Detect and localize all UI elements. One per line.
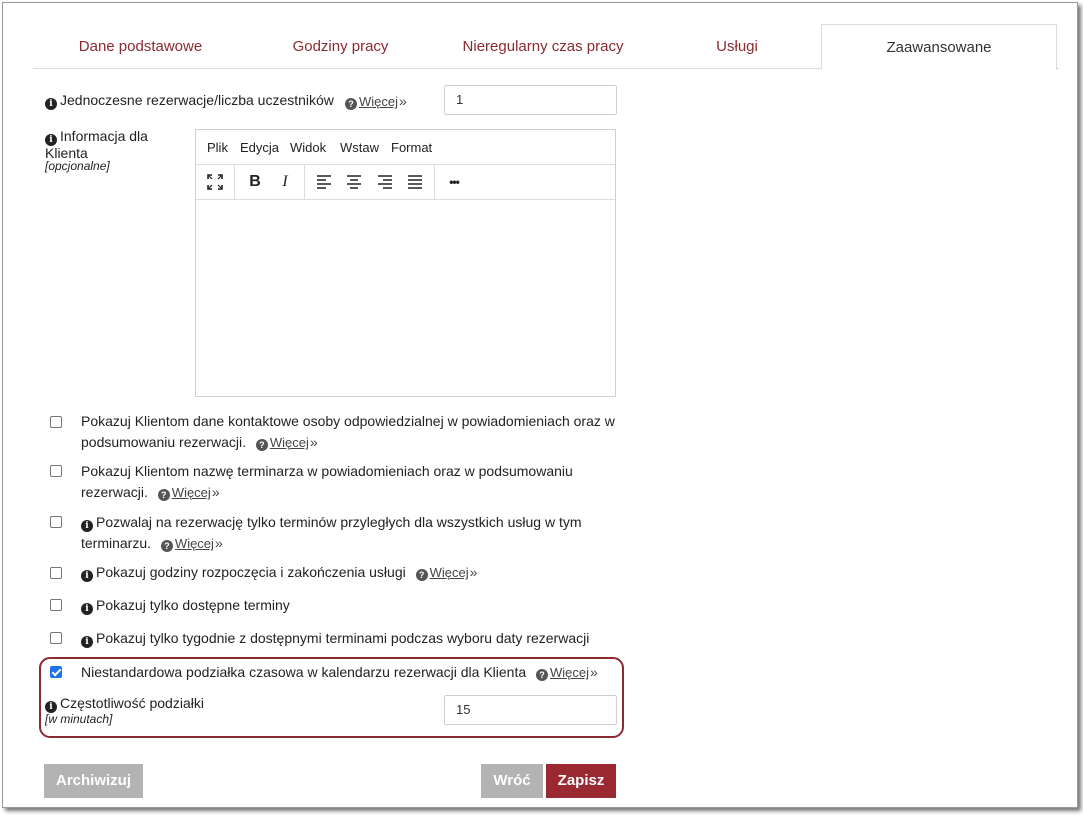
menu-view[interactable]: Widok (290, 140, 327, 155)
tab-bar (33, 24, 1059, 69)
double-chevron-right-icon: » (211, 484, 220, 500)
client-info-label: Informacja dla Klienta (45, 128, 148, 161)
menu-file[interactable]: Plik (207, 140, 228, 155)
help-icon: ? (256, 439, 268, 451)
more-link-show-start-end[interactable]: ? Więcej» (416, 565, 478, 580)
tab-services[interactable]: Usługi (716, 38, 758, 55)
more-link-adjacent-only[interactable]: ? Więcej» (161, 536, 223, 551)
align-right-icon[interactable] (370, 165, 400, 199)
more-icon[interactable]: ••• (449, 175, 459, 189)
editor-toolbar (196, 165, 615, 200)
option-available-only: i Pokazuj tylko dostępne terminy (81, 595, 621, 616)
double-chevron-right-icon: » (399, 93, 407, 109)
info-icon: i (45, 134, 57, 146)
option-adjacent-only: i Pozwalaj na rezerwację tylko terminów przyległych dla wszystkich usług w tym terminarzu. ? Więcej» (81, 514, 582, 551)
bold-icon[interactable]: B (249, 173, 261, 190)
info-icon: i (45, 701, 57, 713)
checkbox-show-schedule-name[interactable] (50, 465, 62, 477)
help-icon: ? (416, 569, 428, 581)
editor-menubar (196, 130, 615, 165)
help-icon: ? (158, 489, 170, 501)
align-justify-icon[interactable] (400, 165, 430, 199)
frequency-input[interactable]: 15 (444, 695, 617, 725)
align-left-icon[interactable] (309, 165, 339, 199)
align-center-icon[interactable] (339, 165, 369, 199)
checkbox-show-contact[interactable] (50, 416, 62, 428)
toolbar-separator (304, 165, 305, 199)
toolbar-separator (234, 165, 235, 199)
double-chevron-right-icon: » (590, 664, 598, 680)
option-show-start-end: i Pokazuj godziny rozpoczęcia i zakończenia usługi ? Więcej» (81, 562, 621, 583)
italic-icon[interactable]: I (282, 173, 288, 190)
info-icon: i (45, 98, 57, 110)
info-icon: i (81, 520, 93, 532)
menu-format[interactable]: Format (391, 140, 433, 155)
info-icon: i (81, 603, 93, 615)
fullscreen-icon[interactable] (200, 165, 230, 199)
checkbox-weeks-available[interactable] (50, 632, 62, 644)
editor-content-area[interactable] (196, 200, 615, 398)
option-show-schedule-name: Pokazuj Klientom nazwę terminarza w powiadomieniach oraz w podsumowaniu rezerwacji. ? Więcej» (81, 463, 573, 500)
frequency-label-row (45, 696, 204, 725)
more-link-show-contact[interactable]: ? Więcej» (256, 435, 318, 450)
double-chevron-right-icon: » (214, 535, 223, 551)
save-button[interactable]: Zapisz (546, 764, 616, 798)
tab-basic-data[interactable]: Dane podstawowe (78, 38, 203, 55)
concurrent-label: Jednoczesne rezerwacje/liczba uczestników (60, 92, 334, 108)
checkbox-available-only[interactable] (50, 599, 62, 611)
client-info-sublabel: [opcjonalne] (45, 159, 110, 173)
archive-button[interactable]: Archiwizuj (44, 764, 143, 798)
checkbox-show-start-end[interactable] (50, 567, 62, 579)
tab-working-hours[interactable]: Godziny pracy (292, 38, 389, 55)
option-weeks-available: i Pokazuj tylko tygodnie z dostępnymi terminami podczas wyboru daty rezerwacji (81, 628, 621, 649)
tab-irregular-hours[interactable]: Nieregularny czas pracy (462, 38, 624, 55)
concurrent-input[interactable]: 1 (444, 85, 617, 115)
settings-panel (2, 2, 1078, 808)
double-chevron-right-icon: » (469, 564, 478, 580)
more-link-show-schedule-name[interactable]: ? Więcej» (158, 485, 220, 500)
info-icon: i (81, 570, 93, 582)
more-link-concurrent[interactable]: ? Więcej» (345, 93, 407, 110)
help-icon: ? (345, 98, 357, 110)
checkbox-custom-interval[interactable] (50, 666, 62, 678)
menu-edit[interactable]: Edycja (240, 140, 280, 155)
frequency-sublabel: [w minutach] (45, 712, 113, 726)
double-chevron-right-icon: » (309, 434, 318, 450)
help-icon: ? (161, 540, 173, 552)
option-custom-interval: Niestandardowa podziałka czasowa w kalendarzu rezerwacji dla Klienta ? Więcej» (81, 664, 598, 680)
rich-text-editor (195, 129, 616, 397)
tab-advanced[interactable]: Zaawansowane (821, 24, 1057, 70)
option-show-contact: Pokazuj Klientom dane kontaktowe osoby odpowiedzialnej w powiadomieniach oraz w podsumowaniu rezerwacji. ? Więcej» (81, 413, 615, 450)
concurrent-label-row (45, 92, 334, 110)
frequency-label: Częstotliwość podziałki (60, 695, 204, 711)
help-icon: ? (536, 669, 548, 681)
checkbox-adjacent-only[interactable] (50, 516, 62, 528)
client-info-label-row (45, 129, 185, 172)
back-button[interactable]: Wróć (481, 764, 543, 798)
toolbar-separator (434, 165, 435, 199)
info-icon: i (81, 636, 93, 648)
more-link-custom-interval[interactable]: ? Więcej» (536, 665, 598, 680)
menu-insert[interactable]: Wstaw (340, 140, 379, 155)
